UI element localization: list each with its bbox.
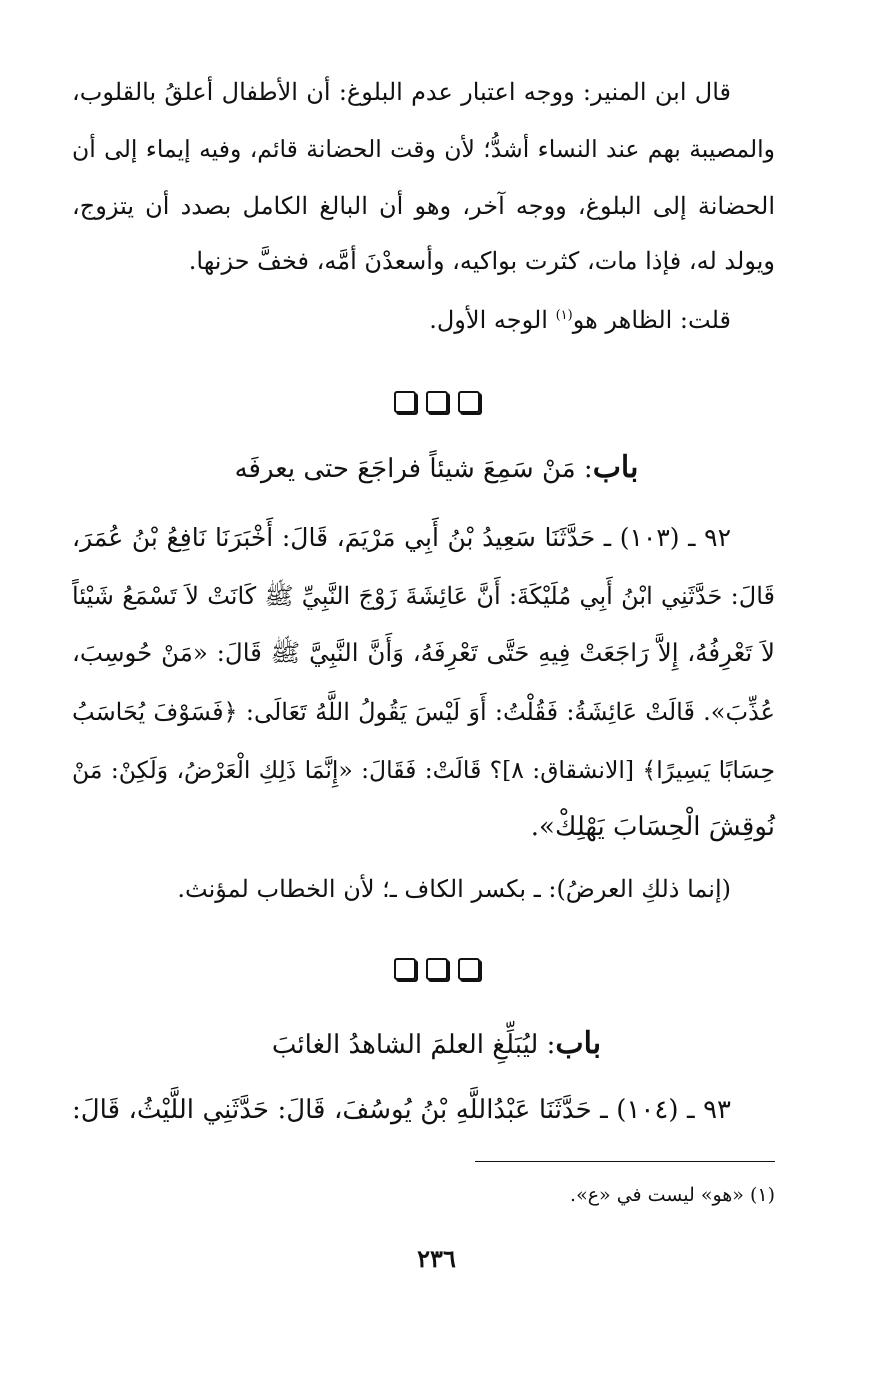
square-ornament-icon: [458, 391, 480, 413]
hadith-line: حِسَابًا يَسِيرًا﴾ [الانشقاق: ٨]؟ قَالَتْ: فَقَالَ: «إِنَّمَا ذَلِكِ الْعَرْضُ، وَلَكِنْ: مَنْ: [72, 756, 775, 784]
page-number: ٢٣٦: [417, 1244, 456, 1273]
section-divider: [0, 391, 873, 413]
qultu-line: [72, 298, 731, 338]
bab-label: باب: [555, 1026, 602, 1061]
text-line: والمصيبة بهم عند النساء أشدُّ؛ لأن وقت الحضانة قائم، وفيه إيماء إلى أن: [72, 135, 775, 163]
chapter-title: : مَنْ سَمِعَ شيئاً فراجَعَ حتى يعرفَه: [234, 454, 593, 484]
section-divider: [0, 958, 873, 980]
text-line: قال ابن المنير: ووجه اعتبار عدم البلوغ: أن الأطفال أعلقُ بالقلوب،: [72, 78, 731, 106]
square-ornament-icon: [426, 958, 448, 980]
square-ornament-icon: [458, 958, 480, 980]
chapter-heading: [0, 448, 873, 489]
text-line: الحضانة إلى البلوغ، ووجه آخر، وهو أن البالغ الكامل بصدد أن يتزوج،: [72, 192, 775, 220]
chapter-title: : ليُبَلِّغِ العلمَ الشاهدُ الغائبَ: [271, 1030, 556, 1060]
footnote-ref: (١): [555, 308, 573, 323]
bab-label: باب: [592, 450, 639, 485]
chapter-heading: [0, 1024, 873, 1065]
explanation-note: (إنما ذلكِ العرضُ): ـ بكسر الكاف ـ؛ لأن الخطاب لمؤنث.: [177, 875, 731, 903]
hadith-line: نُوقِشَ الْحِسَابَ يَهْلِكْ».: [530, 812, 775, 842]
square-ornament-icon: [394, 391, 416, 413]
hadith-line: عُذِّبَ». قَالَتْ عَائِشَةُ: فَقُلْتُ: أَوَ لَيْسَ يَقُولُ اللَّهُ تَعَالَى: ﴿فَسَوْفَ يُحَاسَبُ: [72, 698, 775, 726]
footnote: (١) «هو» ليست في «ع».: [570, 1184, 775, 1206]
hadith-line: ٩٣ ـ (١٠٤) ـ حَدَّثَنَا عَبْدُاللَّهِ بْنُ يُوسُفَ، قَالَ: حَدَّثَنِي اللَّيْثُ، قَالَ:: [72, 1095, 731, 1125]
hadith-line: قَالَ: حَدَّثَنِي ابْنُ أَبِي مُلَيْكَةَ: أَنَّ عَائِشَةَ زَوْجَ النَّبِيِّ ﷺ كَانَتْ لاَ تَسْمَعُ شَيْئاً: [72, 582, 775, 610]
qultu-text: قلت: الظاهر هو: [572, 306, 731, 334]
hadith-line: لاَ تَعْرِفُهُ، إِلاَّ رَاجَعَتْ فِيهِ حَتَّى تَعْرِفَهُ، وَأَنَّ النَّبِيَّ ﷺ قَالَ: «مَنْ حُوسِبَ،: [72, 638, 775, 667]
footnote-separator: [475, 1161, 775, 1162]
qultu-text-end: الوجه الأول.: [429, 306, 556, 334]
text-line: ويولد له، فإذا مات، كثرت بواكيه، وأسعدْنَ أمَّه، فخفَّ حزنها.: [188, 247, 775, 275]
hadith-line: ٩٢ ـ (١٠٣) ـ حَدَّثَنَا سَعِيدُ بْنُ أَبِي مَرْيَمَ، قَالَ: أَخْبَرَنَا نَافِعُ بْنُ عُمَرَ،: [72, 523, 731, 552]
square-ornament-icon: [426, 391, 448, 413]
square-ornament-icon: [394, 958, 416, 980]
